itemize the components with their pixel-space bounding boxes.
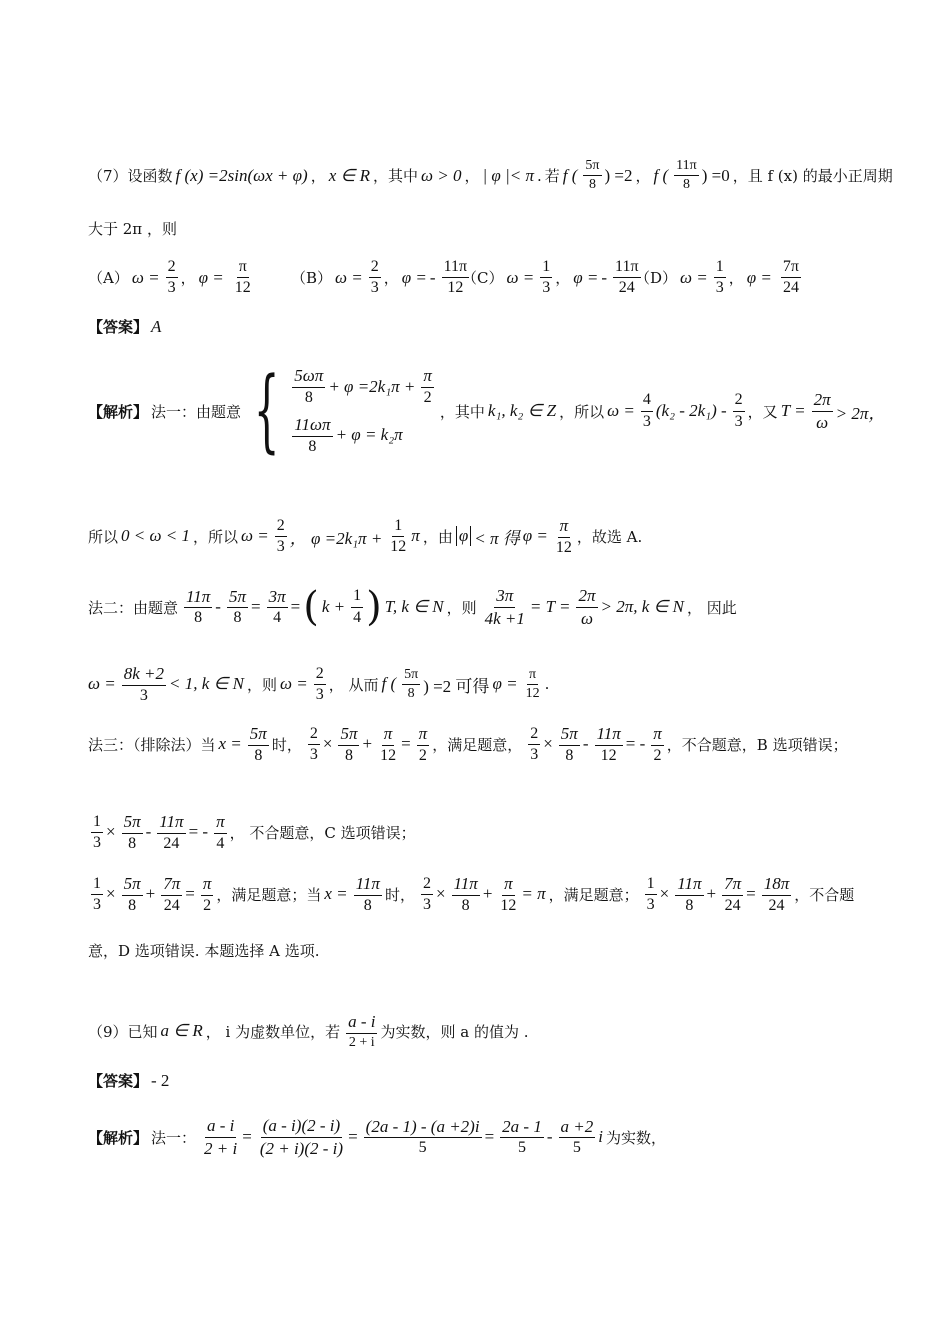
q7-answer-label: 【答案】 [88,318,149,336]
q7-cond-omega: ω > 0 [420,165,462,185]
q9-answer-label: 【答案】 [88,1072,149,1090]
q7-equation-system: $\frac{5\omega\pi}{8}$ + φ =2k₁π + $\frac{\pi}{2}$ $\frac{11\omega\pi}{8}$ + φ = k₂π [294,366,432,455]
q7-f2-frac: $\frac{11\pi}{8}$ [676,158,697,193]
q7-f2-right: ) =0 [701,165,730,185]
q7-tail: ，且 f (x) 的最小正周期 [732,167,893,186]
q9-answer-value: - 2 [151,1070,170,1090]
q9-analysis: 【解析】 法一： $\frac{a - i}{2 + i}$ = $\frac{(a - i)(2 - i)}{(2 + i)(2 - i)}$ = $\frac{(2a - 1) - (a +2)i}{5}$ = $\frac{2a - 1}{5}$ - $\frac{a +2}{5}$ i 为实数， [88,1116,666,1158]
q7-function-def: f (x) =2sin(ωx + φ) [175,165,308,185]
q7-method3-line4: 意，D 选项错误. 本题选择 A 选项. [88,942,320,960]
q9-stem: （9）已知 a ∈ R ， i 为虚数单位，若 $\frac{a - i}{2 + i}$ 为实数，则 a 的值为 . [88,1012,529,1050]
q9-answer [88,1070,870,1091]
q7-cond-phi: | φ |< π [482,165,534,185]
q9-analysis-label: 【解析】 [88,1128,149,1147]
q7-option-c: （C） ω = $\frac{1}{3}$ ， φ = - $\frac{11\pi}{24}$ [462,258,639,297]
q7-stem-line1: （7）设函数 f (x) =2sin(ωx + φ) ， x ∈ R ，其中 ω > 0 ， | φ |< π . 若 f ( $\frac{5\pi}{8}$ ) =2 ， f ( $\frac{11\pi}{8}$ ) =0 ，且 f (x) 的最小正周期 [88,158,893,193]
q7-method2-line2: ω = $\frac{8k +2}{3}$ < 1, k ∈ N ，则 ω = $\frac{2}{3}$ ， 从而 f ( $\frac{5\pi}{8}$ ) =2 可得 φ = $\frac{\pi}{12}$ . [88,664,550,704]
q7-option-d: （D） ω = $\frac{1}{3}$ ， φ = $\frac{7\pi}{24}$ [635,258,799,297]
q7-answer-value: A [151,316,162,336]
q9-cond: a ∈ R [160,1021,203,1041]
q7-option-b: （B） ω = $\frac{2}{3}$ ， φ = - $\frac{11\pi}{12}$ [291,258,468,297]
q7-if: 若 [544,167,560,186]
q7-method3-line1: 法三：（排除法）当 x = $\frac{5\pi}{8}$ 时， $\frac{2}{3}$ × $\frac{5\pi}{8}$ + $\frac{\pi}{12}$ = $\frac{\pi}{2}$ ，满足题意， $\frac{2}{3}$ × $\frac{5\pi}{8}$ - $\frac{11\pi}{12}$ = - $\frac{\pi}{2}$ ，不合题意，B 选项错误； [88,724,848,764]
q7-f1-left: f ( [562,165,578,185]
q7-method3-line2: $\frac{1}{3}$ × $\frac{5\pi}{8}$ - $\frac{11\pi}{24}$ = - $\frac{\pi}{4}$ ， 不合题意，C 选项错误； [93,812,416,852]
q7-method1-line1: 【解析】 法一：由题意 { $\frac{5\omega\pi}{8}$ + φ =2k₁π + $\frac{\pi}{2}$ $\frac{11\omega\pi}{8}$ + φ = k₂π ，其中 k₁, k₂ ∈ Z ，所以 ω = $\frac{4}{3}$ (k₂ - 2k₁) - $\frac{2}{3}$ ，又 T = $\frac{2\pi}{\omega}$ > 2π， [88,358,886,463]
q7-f1-frac: $\frac{5\pi}{8}$ [585,158,600,193]
q9-prefix: （9）已知 [88,1022,158,1041]
q9-frac: $\frac{a - i}{2 + i}$ [348,1012,376,1050]
q7-analysis-label: 【解析】 [88,402,149,421]
q7-method2-line1: 法二：由题意 $\frac{11\pi}{8}$ - $\frac{5\pi}{8}$ = $\frac{3\pi}{4}$ = ( k + $\frac{1}{4}$ ) T, k ∈ N ，则 $\frac{3\pi}{4k +1}$ = T = $\frac{2\pi}{\omega}$ > 2π, k ∈ N ， 因此 [88,584,737,631]
q7-option-a: （A） ω = $\frac{2}{3}$ ， φ = $\frac{\pi}{12}$ [88,258,251,297]
q7-stem-line2 [88,218,870,239]
q7-m1-k: k₁, k₂ ∈ Z [487,401,557,420]
q7-domain: x ∈ R [328,165,370,185]
q7-f2-left: f ( [653,165,669,185]
q7-method1-lead: 法一：由题意 [151,402,242,421]
q7-prefix: （7）设函数 [88,167,173,186]
q7-answer [88,316,870,337]
q7-options [88,258,870,298]
q7-f1-right: ) =2 [604,165,633,185]
q7-method1-line2: 所以 0 < ω < 1 ，所以 ω = $\frac{2}{3}$ ， φ =2k₁π + $\frac{1}{12}$ π ，由 φ < π 得 φ = $\frac{\pi}{12}$ ，故选 A. [88,516,643,556]
q7-line2: 大于 2π ，则 [88,220,177,238]
q7-cond-lead: ，其中 [372,167,418,186]
q7-method3-line3: $\frac{1}{3}$ × $\frac{5\pi}{8}$ + $\frac{7\pi}{24}$ = $\frac{\pi}{2}$ ，满足题意；当 x = $\frac{11\pi}{8}$ 时， $\frac{2}{3}$ × $\frac{11\pi}{8}$ + $\frac{\pi}{12}$ = π ，满足题意； $\frac{1}{3}$ × $\frac{11\pi}{8}$ + $\frac{7\pi}{24}$ = $\frac{18\pi}{24}$ ，不合题 [93,874,855,914]
